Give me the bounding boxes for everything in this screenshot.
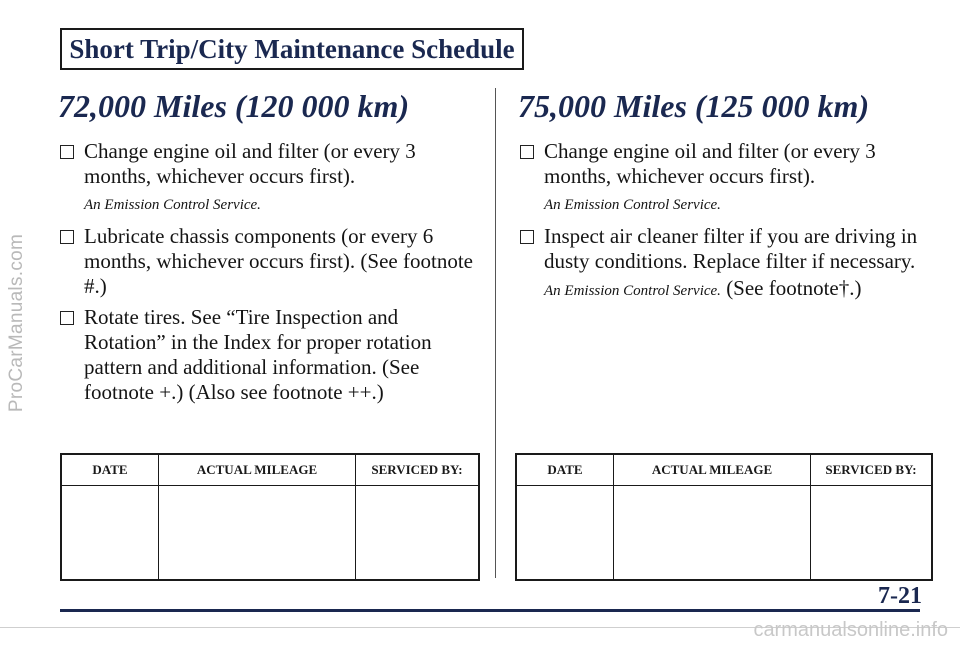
- service-item-text: Rotate tires. See “Tire Inspection and Rotation” in the Index for proper rotation pattern and additional information. (See footnote +.) (Also see footnote ++.): [84, 305, 432, 404]
- service-item-tires: [58, 305, 478, 405]
- emission-note: An Emission Control Service.: [84, 197, 261, 213]
- emission-note: An Emission Control Service.: [544, 283, 721, 299]
- section-75000-miles: [518, 88, 938, 310]
- column-header-mileage: ACTUAL MILEAGE: [159, 454, 356, 486]
- emission-note-line: [544, 276, 938, 304]
- footnote-ref: (See footnote†.): [726, 276, 862, 300]
- schedule-title: Short Trip/City Maintenance Schedule: [69, 33, 515, 64]
- watermark-left: [4, 0, 30, 645]
- watermark-left-text: ProCarManuals.com: [6, 233, 27, 412]
- service-item-air-filter: [518, 224, 938, 304]
- column-header-serviced-by: SERVICED BY:: [356, 454, 480, 486]
- date-cell[interactable]: [61, 486, 159, 581]
- service-record-table-75000: [515, 453, 933, 581]
- date-cell[interactable]: [516, 486, 614, 581]
- footer-rule: [60, 609, 920, 612]
- service-item-text: Lubricate chassis components (or every 6 months, whichever occurs first). (See footnote #.): [84, 224, 473, 298]
- service-item-text: Change engine oil and filter (or every 3 months, whichever occurs first).: [544, 139, 876, 188]
- column-header-mileage: ACTUAL MILEAGE: [614, 454, 811, 486]
- schedule-title-box: [60, 28, 524, 70]
- column-header-serviced-by: SERVICED BY:: [811, 454, 933, 486]
- service-item-oil: [58, 139, 478, 218]
- section-heading: 75,000 Miles (125 000 km): [518, 88, 870, 124]
- service-item-chassis: [58, 224, 478, 299]
- emission-note: An Emission Control Service.: [544, 197, 721, 213]
- checkbox-icon[interactable]: [520, 230, 534, 244]
- column-header-date: DATE: [61, 454, 159, 486]
- serviced-by-cell[interactable]: [356, 486, 480, 581]
- serviced-by-cell[interactable]: [811, 486, 933, 581]
- checkbox-icon[interactable]: [60, 230, 74, 244]
- checkbox-icon[interactable]: [60, 145, 74, 159]
- service-item-oil: [518, 139, 938, 218]
- service-item-text: Change engine oil and filter (or every 3 months, whichever occurs first).: [84, 139, 416, 188]
- mileage-cell[interactable]: [614, 486, 811, 581]
- checkbox-icon[interactable]: [520, 145, 534, 159]
- mileage-cell[interactable]: [159, 486, 356, 581]
- service-item-text: Inspect air cleaner filter if you are driving in dusty conditions. Replace filter if necessary.: [544, 224, 918, 273]
- column-header-date: DATE: [516, 454, 614, 486]
- section-heading: 72,000 Miles (120 000 km): [58, 88, 410, 124]
- column-divider: [495, 88, 496, 578]
- service-record-table-72000: [60, 453, 480, 581]
- section-72000-miles: [58, 88, 478, 411]
- watermark-bottom: carmanualsonline.info: [753, 619, 948, 641]
- page-number: 7-21: [878, 583, 922, 609]
- checkbox-icon[interactable]: [60, 311, 74, 325]
